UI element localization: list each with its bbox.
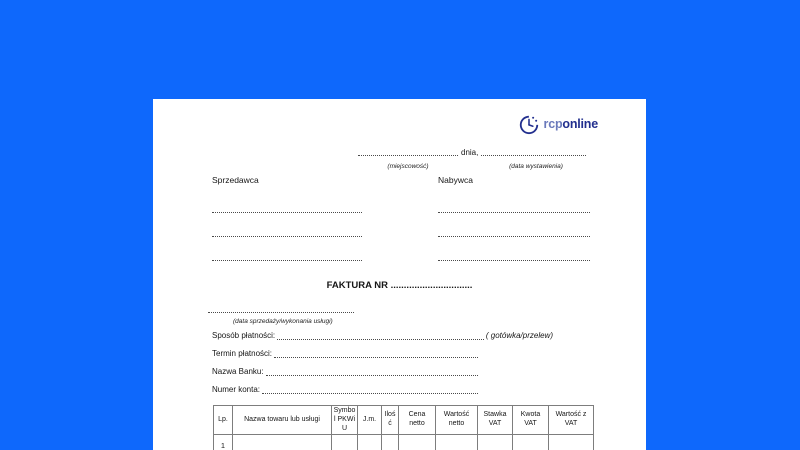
row-cell: [478, 435, 513, 450]
buyer-heading: Nabywca: [438, 175, 473, 185]
row-cell: [436, 435, 478, 450]
payment-method-label: Sposób płatności:: [212, 331, 276, 340]
payment-method-hint: ( gotówka/przelew): [485, 331, 553, 340]
row-cell: [513, 435, 549, 450]
seller-heading: Sprzedawca: [212, 175, 259, 185]
table-row: [214, 435, 594, 450]
items-table-header-row: [214, 406, 594, 435]
row-cell: [332, 435, 358, 450]
col-header-stawka-vat: Stawka VAT: [478, 406, 513, 435]
seller-blank-line: [212, 253, 362, 261]
row-cell: [399, 435, 436, 450]
buyer-blank-line: [438, 229, 590, 237]
seller-blank-line: [212, 229, 362, 237]
account-number-label: Numer konta:: [212, 385, 261, 394]
location-blank-line: [358, 154, 458, 156]
location-hint: (miejscowość): [387, 163, 429, 170]
invoice-title: FAKTURA NR ...............................: [326, 280, 473, 291]
col-header-pkwiu: Symbol PKWiU: [332, 406, 358, 435]
row-cell: [382, 435, 399, 450]
col-header-cena-netto: Cena netto: [399, 406, 436, 435]
col-header-lp: Lp.: [214, 406, 233, 435]
account-number-row: [212, 386, 480, 395]
brand-online: online: [562, 117, 598, 131]
clock-icon: [518, 113, 540, 135]
payment-method-row: [212, 332, 553, 341]
row-lp-cell: 1: [214, 435, 233, 450]
bank-name-row: [212, 368, 480, 377]
col-header-kwota-vat: Kwota VAT: [513, 406, 549, 435]
payment-due-blank-line: [274, 356, 478, 358]
seller-blank-line: [212, 205, 362, 213]
bank-name-blank-line: [266, 374, 478, 376]
buyer-blank-line: [438, 253, 590, 261]
dnia-label: dnia,: [461, 148, 479, 157]
account-number-blank-line: [262, 392, 478, 394]
row-cell: [358, 435, 382, 450]
issue-date-hint: (data wystawienia): [509, 163, 563, 170]
brand-rcp: rcp: [543, 117, 563, 131]
row-cell: [233, 435, 332, 450]
brand-wordmark: [544, 117, 598, 131]
row-cell: [549, 435, 594, 450]
date-header-row: [358, 149, 586, 157]
invoice-document-page: [153, 99, 646, 450]
payment-due-label: Termin płatności:: [212, 349, 273, 358]
sale-date-blank-line: [208, 305, 354, 313]
col-header-ilosc: Ilość: [382, 406, 399, 435]
col-header-wartosc-z-vat: Wartość z VAT: [549, 406, 594, 435]
items-table: [213, 405, 594, 450]
buyer-blank-line: [438, 205, 590, 213]
col-header-name: Nazwa towaru lub usługi: [233, 406, 332, 435]
sale-date-hint: (data sprzedaży/wykonania usługi): [233, 318, 333, 325]
col-header-jm: J.m.: [358, 406, 382, 435]
payment-method-blank-line: [277, 338, 484, 340]
payment-due-row: [212, 350, 480, 359]
bank-name-label: Nazwa Banku:: [212, 367, 264, 376]
col-header-wartosc-netto: Wartość netto: [436, 406, 478, 435]
rcponline-logo: [518, 113, 598, 135]
issue-date-blank-line: [481, 154, 586, 156]
